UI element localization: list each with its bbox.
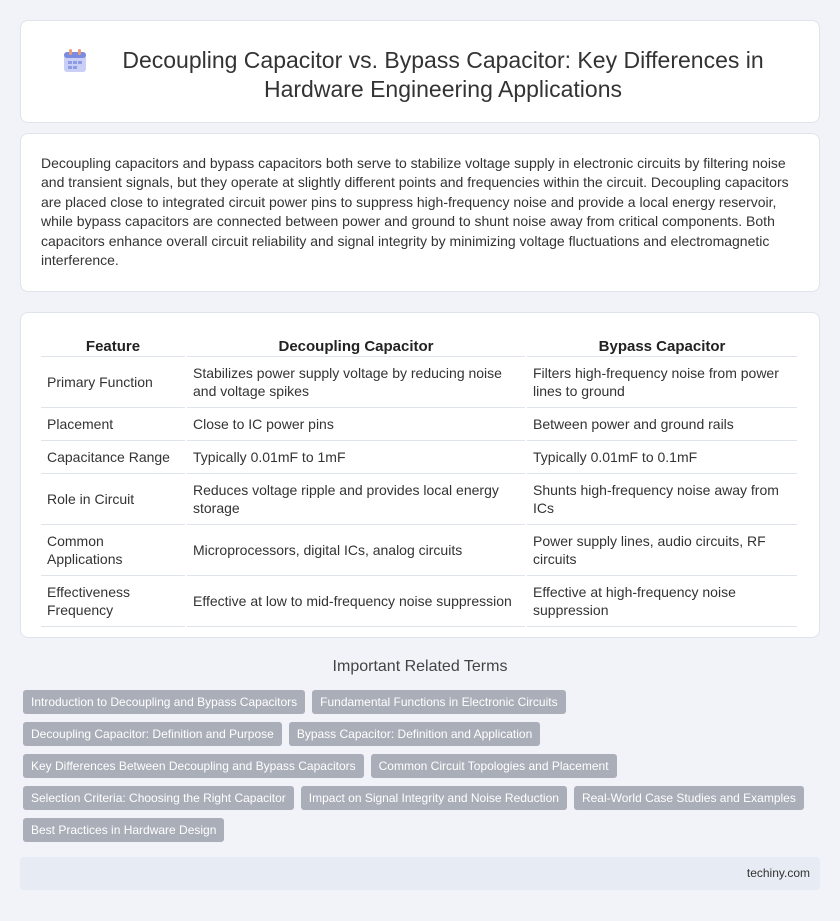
table-cell: Primary Function [41, 357, 185, 408]
table-row [41, 441, 797, 474]
related-term-tag[interactable]: Selection Criteria: Choosing the Right Capacitor [23, 786, 294, 810]
table-header-row [41, 333, 797, 357]
header-bypass: Bypass Capacitor [527, 333, 797, 357]
table-row [41, 525, 797, 576]
related-term-tag[interactable]: Decoupling Capacitor: Definition and Purpose [23, 722, 282, 746]
table-row [41, 576, 797, 627]
calendar-icon [62, 48, 88, 74]
table-cell: Stabilizes power supply voltage by reducing noise and voltage spikes [187, 357, 525, 408]
intro-card [20, 133, 820, 292]
table-cell: Reduces voltage ripple and provides local energy storage [187, 474, 525, 525]
page-title: Decoupling Capacitor vs. Bypass Capacitor: Key Differences in Hardware Engineering Applications [122, 47, 764, 102]
intro-paragraph: Decoupling capacitors and bypass capacitors both serve to stabilize voltage supply in electronic circuits by filtering noise and transient signals, but they operate at slightly different points and frequencies within the circuit. Decoupling capacitors are placed close to integrated circuit power pins to suppress high-frequency noise and provide a local energy reservoir, while bypass capacitors are connected between power and ground to shunt noise away from critical components. Both capacitors enhance overall circuit reliability and signal integrity by minimizing voltage fluctuations and electromagnetic interference. [41, 155, 789, 269]
related-term-tag[interactable]: Real-World Case Studies and Examples [574, 786, 804, 810]
related-term-tag[interactable]: Common Circuit Topologies and Placement [371, 754, 617, 778]
header-decoupling: Decoupling Capacitor [187, 333, 525, 357]
related-term-tag[interactable]: Key Differences Between Decoupling and Bypass Capacitors [23, 754, 364, 778]
related-terms-list [23, 690, 823, 842]
header-feature: Feature [41, 333, 185, 357]
table-row [41, 408, 797, 441]
related-term-tag[interactable]: Introduction to Decoupling and Bypass Capacitors [23, 690, 305, 714]
table-cell: Placement [41, 408, 185, 441]
footer [20, 857, 820, 890]
table-row [41, 474, 797, 525]
table-cell: Microprocessors, digital ICs, analog circuits [187, 525, 525, 576]
table-cell: Effectiveness Frequency [41, 576, 185, 627]
table-cell: Power supply lines, audio circuits, RF circuits [527, 525, 797, 576]
table-cell: Effective at low to mid-frequency noise suppression [187, 576, 525, 627]
table-cell: Filters high-frequency noise from power lines to ground [527, 357, 797, 408]
table-cell: Role in Circuit [41, 474, 185, 525]
table-cell: Typically 0.01mF to 0.1mF [527, 441, 797, 474]
footer-site-link[interactable]: techiny.com [746, 866, 810, 880]
related-term-tag[interactable]: Impact on Signal Integrity and Noise Reduction [301, 786, 567, 810]
comparison-table [39, 333, 799, 627]
related-terms-title: Important Related Terms [332, 658, 508, 675]
related-term-tag[interactable]: Bypass Capacitor: Definition and Application [289, 722, 540, 746]
table-cell: Common Applications [41, 525, 185, 576]
related-term-tag[interactable]: Fundamental Functions in Electronic Circuits [312, 690, 565, 714]
table-cell: Capacitance Range [41, 441, 185, 474]
header-card [20, 20, 820, 123]
table-cell: Effective at high-frequency noise suppression [527, 576, 797, 627]
table-row [41, 357, 797, 408]
comparison-card [20, 312, 820, 638]
table-cell: Shunts high-frequency noise away from ICs [527, 474, 797, 525]
table-cell: Between power and ground rails [527, 408, 797, 441]
related-term-tag[interactable]: Best Practices in Hardware Design [23, 818, 224, 842]
table-cell: Typically 0.01mF to 1mF [187, 441, 525, 474]
table-cell: Close to IC power pins [187, 408, 525, 441]
